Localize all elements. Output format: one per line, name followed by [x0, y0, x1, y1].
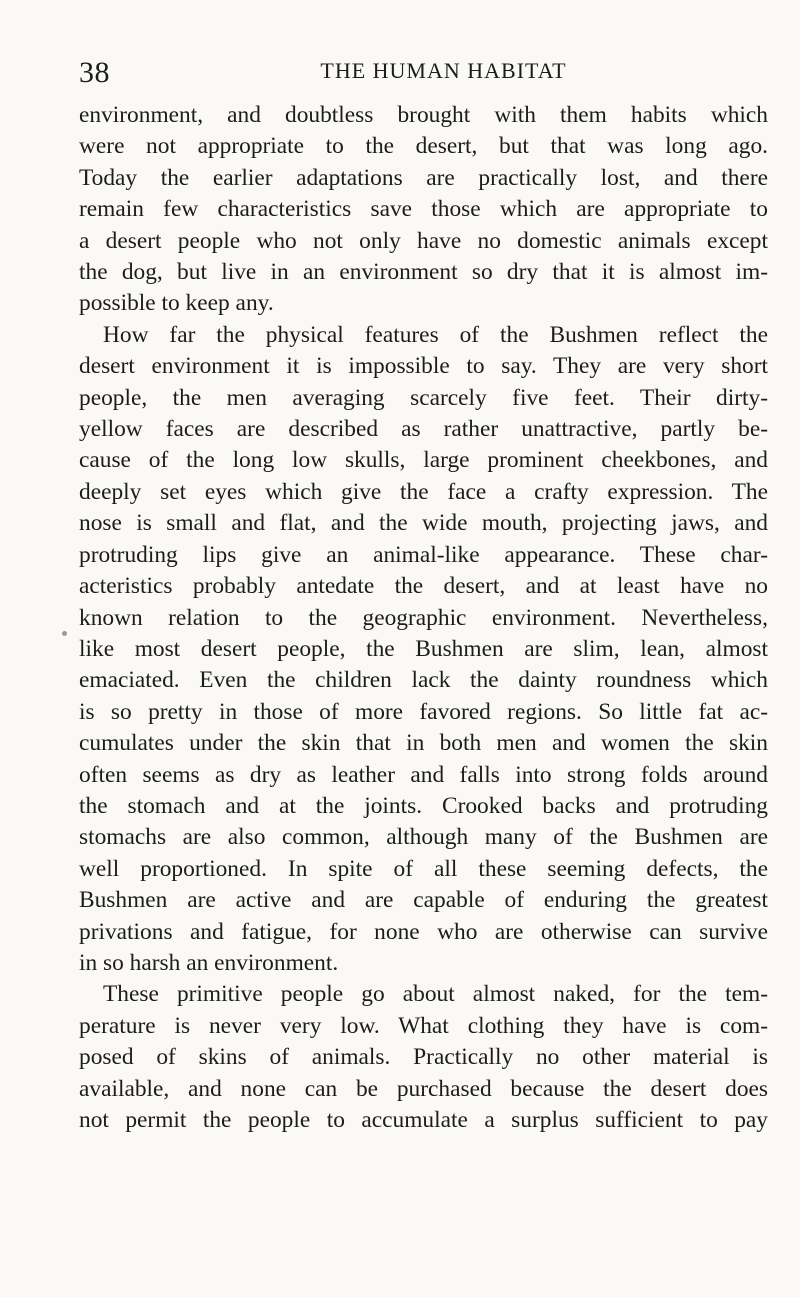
text-line: possible to keep any.	[79, 290, 274, 317]
text-line: deeply set eyes which give the face a crafty expression. The	[79, 478, 768, 505]
text-line: environment, and doubtless brought with them habits which	[79, 102, 768, 128]
text-line: like most desert people, the Bushmen are slim, lean, almost	[79, 635, 768, 662]
text-line: people, the men averaging scarcely five feet. Their dirty-	[79, 384, 768, 411]
paragraph	[79, 320, 768, 980]
page-number: 38	[79, 56, 110, 89]
text-line: not permit the people to accumulate a surplus sufficient to pay	[79, 1107, 768, 1133]
text-line: Today the earlier adaptations are practically lost, and there	[79, 164, 768, 191]
running-title: THE HUMAN HABITAT	[320, 58, 567, 83]
text-line: emaciated. Even the children lack the dainty roundness which	[79, 667, 768, 694]
text-line: How far the physical features of the Bushmen reflect the	[103, 321, 768, 348]
text-line: privations and fatigue, for none who are otherwise can survive	[79, 918, 768, 945]
text-line: a desert people who not only have no domestic animals except	[79, 227, 768, 254]
text-line: is so pretty in those of more favored regions. So little fat ac-	[79, 698, 768, 725]
text-line: yellow faces are described as rather unattractive, partly be-	[79, 416, 768, 443]
text-line: known relation to the geographic environment. Nevertheless,	[79, 604, 768, 631]
margin-speck	[62, 631, 67, 636]
paragraph	[79, 979, 768, 1136]
text-line: protruding lips give an animal-like appearance. These char-	[79, 541, 768, 568]
paragraph	[79, 100, 768, 320]
text-line: were not appropriate to the desert, but that was long ago.	[79, 133, 768, 160]
text-line: remain few characteristics save those which are appropriate to	[79, 196, 768, 223]
body-text	[79, 100, 768, 1136]
text-line: in so harsh an environment.	[79, 949, 339, 976]
text-line: desert environment it is impossible to say. They are very short	[79, 353, 768, 380]
text-line: acteristics probably antedate the desert, and at least have no	[79, 573, 768, 600]
text-line: available, and none can be purchased because the desert does	[79, 1075, 768, 1102]
text-line: These primitive people go about almost naked, for the tem-	[103, 981, 768, 1008]
text-line: nose is small and flat, and the wide mouth, projecting jaws, and	[79, 510, 768, 537]
text-line: the stomach and at the joints. Crooked backs and protruding	[79, 792, 768, 819]
text-line: perature is never very low. What clothing they have is com-	[79, 1012, 768, 1039]
text-line: well proportioned. In spite of all these seeming defects, the	[79, 855, 768, 882]
text-line: often seems as dry as leather and falls into strong folds around	[79, 761, 768, 788]
text-line: the dog, but live in an environment so dry that it is almost im-	[79, 259, 768, 286]
text-line: Bushmen are active and are capable of enduring the greatest	[79, 887, 768, 914]
text-line: cause of the long low skulls, large prominent cheekbones, and	[79, 447, 768, 474]
text-line: posed of skins of animals. Practically no other material is	[79, 1044, 768, 1071]
text-line: stomachs are also common, although many of the Bushmen are	[79, 824, 768, 851]
running-head	[79, 52, 768, 94]
text-line: cumulates under the skin that in both men and women the skin	[79, 730, 768, 757]
book-page	[79, 52, 768, 1136]
